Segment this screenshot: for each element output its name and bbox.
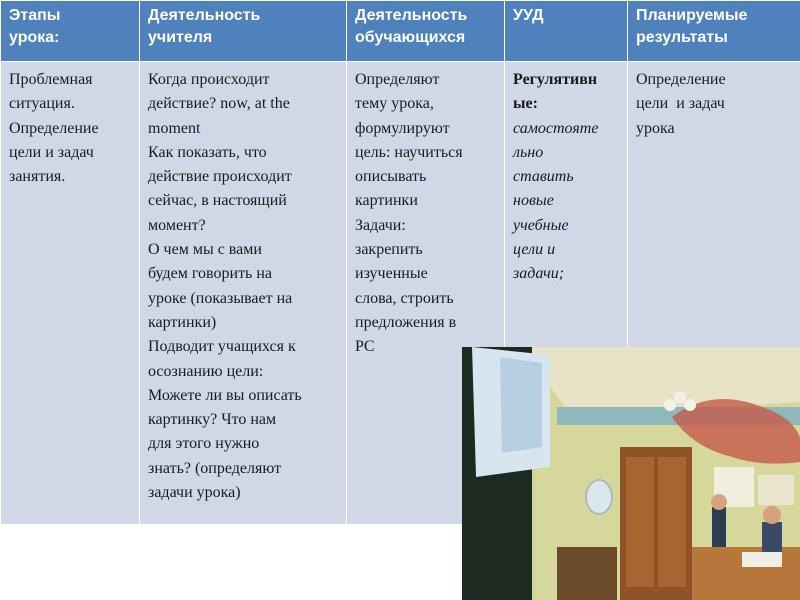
table-header-row <box>1 1 800 62</box>
header-student-activity: Деятельность обучающихся <box>347 1 505 62</box>
classroom-photo <box>462 347 800 600</box>
header-planned-results: Планируемые результаты <box>628 1 800 62</box>
header-uud: УУД <box>505 1 628 62</box>
header-teacher-activity: Деятельность учителя <box>140 1 347 62</box>
uud-title: Регулятивн ые: <box>513 71 598 113</box>
cell-teacher-activity: Когда происходит действие? now, at the moment Как показать, что действие происходит сейчас, в настоящий момент? О чем мы с вами будем говорить на уроке (показывает на картинки) Подводит учащихся к осознанию цели: Можете ли вы описать картинку? Что нам для этого нужно знать? (определяют задачи урока) <box>140 62 347 525</box>
cell-planned-results: Определение цели и задач урока <box>628 62 800 525</box>
uud-body: самостояте льно ставить новые учебные цели и задачи; <box>513 119 599 283</box>
header-stages: Этапы урока: <box>1 1 140 62</box>
cell-student-activity: Определяют тему урока, формулируют цель: научиться описывать картинки Задачи: закрепить изученные слова, строить предложения в PC <box>347 62 505 525</box>
cell-stage: Проблемная ситуация. Определение цели и задач занятия. <box>1 62 140 525</box>
